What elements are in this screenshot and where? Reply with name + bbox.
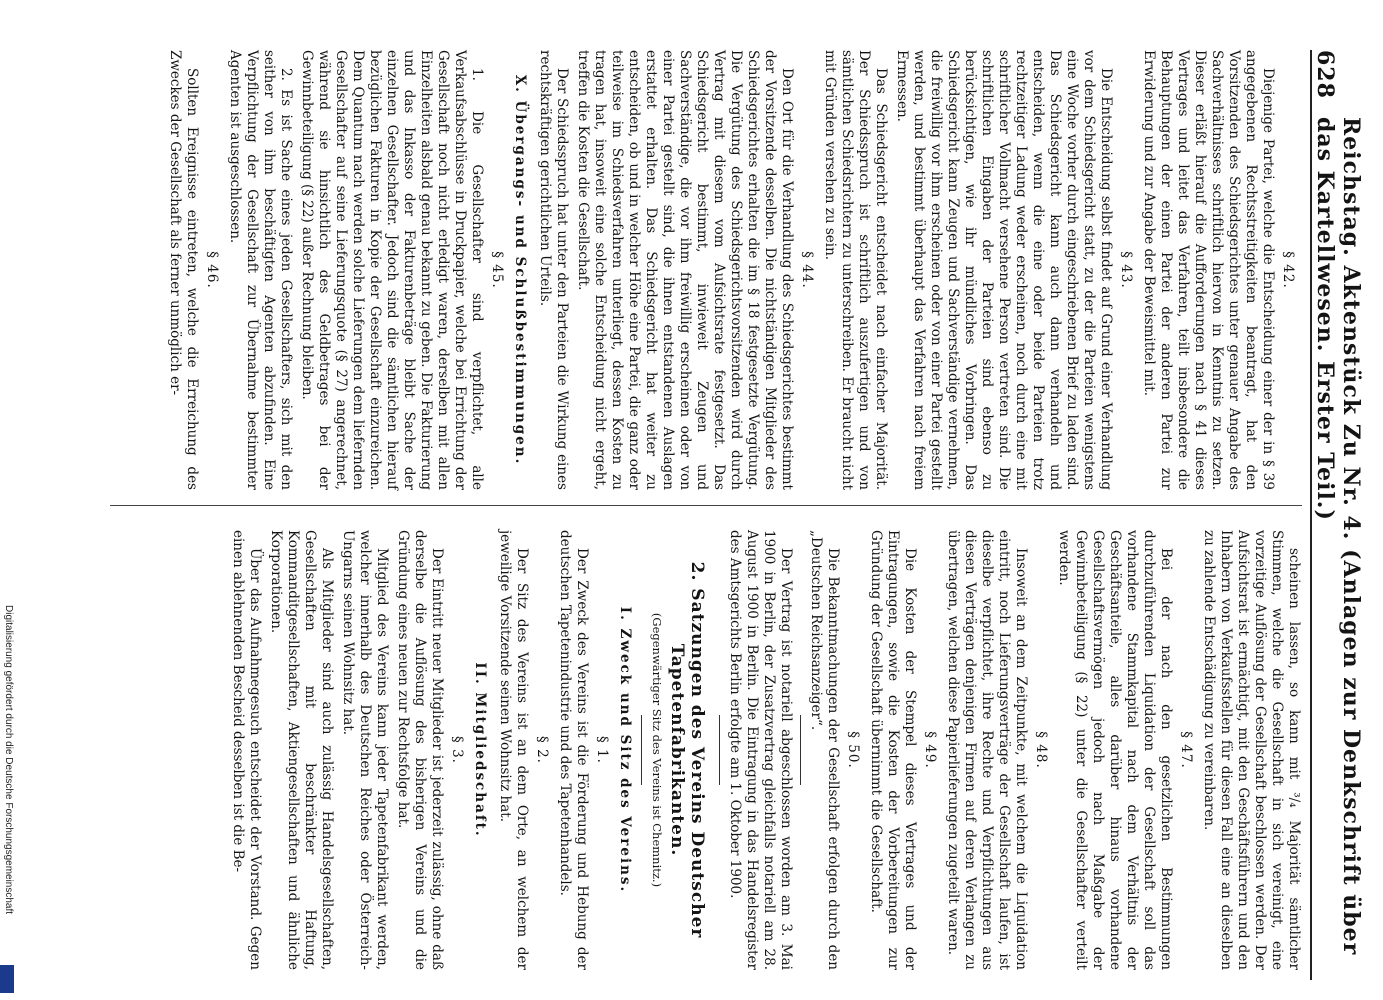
paragraph: Insoweit an dem Zeitpunkte, mit welchem die Liquidation eintritt, noch Lieferungsverträge der Gesellschaft laufen, ist dieselbe verpflichtet, ihre Rechte und Verpflichtungen aus diesen Verträgen denjenigen Firmen auf deren Verlangen zu übertragen, welchen diese Papierlieferungen zugeteilt waren. [945, 530, 1029, 970]
paragraph: scheinen lassen, so kann mit ³/₄ Majorität sämtlicher Stimmen, welche die Gesellschaft in sich vereinigt, eine vorzeitige Auflösung der Gesellschaft beschlossen werden. Der Aufsichtsrat ist ermächtigt, mit den Geschäftsführern und den Inhabern von Verkaufsstellen für diesen Fall eine an dieselben zu zahlende Entschädigung zu vereinbaren. [1201, 530, 1302, 970]
section-number: § 3. [449, 736, 465, 764]
section-number: § 46. [204, 251, 220, 289]
column-divider [110, 505, 1302, 506]
paragraph: Der Vertrag ist notariell abgeschlossen worden am 3. Mai 1900 in Berlin, der Zusatzvertrag gleichfalls notariell am 28. August 1900 in Berlin. Die Eintragung in das Handelsregister des Amtsgerichts Berlin erfolgte am 1. Oktober 1900. [727, 530, 794, 970]
paragraph: Diejenige Partei, welche die Entscheidung einer der in § 39 angegebenen Rechtsstreitigkeiten beantragt, hat den Vorsitzenden des Schiedsgerichtes unter genauer Angabe des Sachverhältnisses schriftlich hiervon in Kenntnis zu setzen. Dieser erläßt hierauf die Aufforderungen nach § 41 dieses Vertrages und leitet das Verfahren, teilt insbesondere die Behauptungen der einen Partei der anderen Partei zur Erwiderung und zur Angabe der Beweismittel mit. [1141, 50, 1276, 490]
paragraph: Den Ort für die Verhandlung des Schiedsgerichtes bestimmt der Vorsitzende desselben. Die nichtständigen Mitglieder des Schiedsgerichtes erhalten die im § 18 festgesetzte Vergütung. Die Vergütung des Schiedsgerichtsvorsitzenden wird durch Vertrag mit diesem vom Aufsichtsrate festgesetzt. Das Schiedsgericht bestimmt, inwieweit Zeugen und Sachverständige, die vor ihm freiwillig erscheinen oder von einer Partei gestellt sind, die ihnen entstandenen Auslagen erstattet erhalten. Das Schiedsgericht hat weiter zu entscheiden, ob und in welcher Höhe eine Partei, die ganz oder teilweise im Schiedsverfahren unterliegt, dessen Kosten zu tragen hat, insoweit eine solche Entscheidung nicht ergeht, treffen die Kosten die Gesellschaft. [575, 50, 795, 490]
paragraph: Der Eintritt neuer Mitglieder ist jederzeit zulässig, ohne daß derselbe die Auflösung des bisherigen Vereins und die Gründung eines neuen zur Rechtsfolge hat. [395, 530, 445, 970]
right-column [110, 530, 1302, 970]
section-number: § 45. [489, 251, 505, 289]
paragraph: Die Entscheidung selbst findet auf Grund einer Verhandlung vor dem Schiedsgericht statt, zu der die Parteien wenigstens eine Woche vorher durch eingeschriebenen Brief zu laden sind. Das Schiedsgericht kann auch dann verhandeln und entscheiden, wenn die eine oder beide Parteien trotz rechtzeitiger Ladung weder erscheinen, noch durch eine mit schriftlicher Vollmacht versehene Person vertreten sind. Die schriftlichen Eingaben der Parteien sind ebenso zu berücksichtigen, wie ihr mündliches Vorbringen. Das Schiedsgericht kann Zeugen und Sachverständige vernehmen, die freiwillig vor ihm erscheinen oder von einer Partei gestellt werden, und bestimmt überhaupt das Verfahren nach freiem Ermessen. [894, 50, 1114, 490]
running-title: Reichstag. Aktenstück Zu Nr. 4. (Anlagen zur Denkschrift über das Kartellwesen. Erster Teil.) [1312, 116, 1364, 956]
page-number: 628 [1312, 50, 1338, 99]
section-number: § 42. [1280, 251, 1296, 289]
section-number: § 2. [534, 736, 550, 764]
paragraph: Als Mitglieder sind auch zulässig Handelsgesellschaften, Gesellschaften mit beschränkter Haftung, Kommanditgesellschaften, Aktiengesellschaften und ähnliche Korporationen. [268, 530, 335, 970]
paragraph: Über das Aufnahmegesuch entscheidet der Vorstand. Gegen einen ablehnenden Bescheid desselben ist die Be- [230, 530, 263, 970]
paragraph: Der Schiedsspruch hat unter den Parteien die Wirkung eines rechtskräftigen gerichtlichen Urteils. [537, 50, 570, 490]
section-number: § 49. [922, 731, 938, 769]
note: (Gegenwärtiger Sitz des Vereins ist Chemnitz.) [650, 612, 664, 888]
paragraph: 1. Die Gesellschafter sind verpflichtet, alle Verkaufsabschlüsse in Druckpapier, welche bei Errichtung der Gesellschaft noch nicht erledigt waren, derselben mit allen Einzelheiten alsbald genau bekannt zu geben. Die Fakturierung und das Inkasso der Fakturenbeträge bleibt Sache der einzelnen Gesellschafter. Jedoch sind die sämtlichen hierauf bezüglichen Fakturen in Kopie der Gesellschaft einzureichen. Dem Quantum nach werden solche Lieferungen dem liefernden Gesellschafter auf seine Lieferungsquote (§ 27) angerechnet, während sie hinsichtlich des Geldbetrages bei der Gewinnbeteiligung (§ 22) außer Rechnung bleiben. [299, 50, 485, 490]
section-heading: I. Zweck und Sitz des Vereins. [617, 606, 633, 894]
section-number: § 47. [1178, 731, 1194, 769]
paragraph: Der Sitz des Vereins ist an dem Orte, an welchem der jeweilige Vorsitzende seinen Wohnsitz hat. [497, 530, 530, 970]
paragraph: Die Kosten der Stempel dieses Vertrages und der Eintragungen, sowie die Kosten der Vorbereitungen zur Gründung der Gesellschaft übernimmt die Gesellschaft. [868, 530, 918, 970]
section-heading: X. Übergangs- und Schlußbestimmungen. [512, 74, 528, 466]
separator-rule [800, 715, 801, 785]
paragraph: 2. Es ist Sache eines jeden Gesellschafters, sich mit den seither von ihm beschäftigten Agenten abzufinden. Eine Verpflichtung der Gesellschaft zur Übernahme bestimmter Agenten ist ausgeschlossen. [227, 50, 294, 490]
paragraph: Der Zweck des Vereins ist die Förderung und Hebung der deutschen Tapetenindustrie und des Tapetenhandels. [557, 530, 590, 970]
paragraph: Die Bekanntmachungen der Gesellschaft erfolgen durch den „Deutschen Reichsanzeiger“. [808, 530, 841, 970]
paragraph: Mitglied des Vereins kann jeder Tapetenfabrikant werden, welcher innerhalb des Deutschen Reiches oder Österreich-Ungarns seinen Wohnsitz hat. [340, 530, 390, 970]
separator-rule [719, 715, 720, 785]
section-heading: II. Mitgliedschaft. [472, 662, 488, 838]
separator-rule [641, 715, 642, 785]
document-page [90, 0, 1370, 1000]
paragraph: Sollten Ereignisse eintreten, welche die Erreichung des Zweckes der Gesellschaft als ferner unmöglich er- [167, 50, 200, 490]
dfg-logo [0, 965, 14, 993]
paragraph: Das Schiedsgericht entscheidet nach einfacher Majorität. Der Schiedsspruch ist schriftlich auszufertigen und von sämtlichen Schiedsrichtern zu unterschreiben. Er braucht nicht mit Gründen versehen zu sein. [822, 50, 889, 490]
digitization-credit: Digitalisierung gefördert durch die Deutsche Forschungsgemeinschaft [3, 605, 14, 915]
document-title: 2. Satzungen des Vereins Deutscher Tapetenfabrikanten. [667, 561, 707, 939]
section-number: § 48. [1033, 731, 1049, 769]
section-number: § 44. [799, 251, 815, 289]
section-number: § 1. [594, 736, 610, 764]
page-header [1310, 50, 1364, 980]
section-number: § 43. [1118, 251, 1134, 289]
paragraph: Bei der nach den gesetzlichen Bestimmungen durchzuführenden Liquidation der Gesellschaft soll das vorhandene Stammkapital nach dem Verhältnis der Geschäftsanteile, alles darüber hinaus vorhandene Gesellschaftsvermögen jedoch nach Maßgabe der Gewinnbeteiligung (§ 22) unter die Gesellschafter verteilt werden. [1056, 530, 1174, 970]
section-number: § 50. [845, 731, 861, 769]
left-column [110, 50, 1302, 490]
